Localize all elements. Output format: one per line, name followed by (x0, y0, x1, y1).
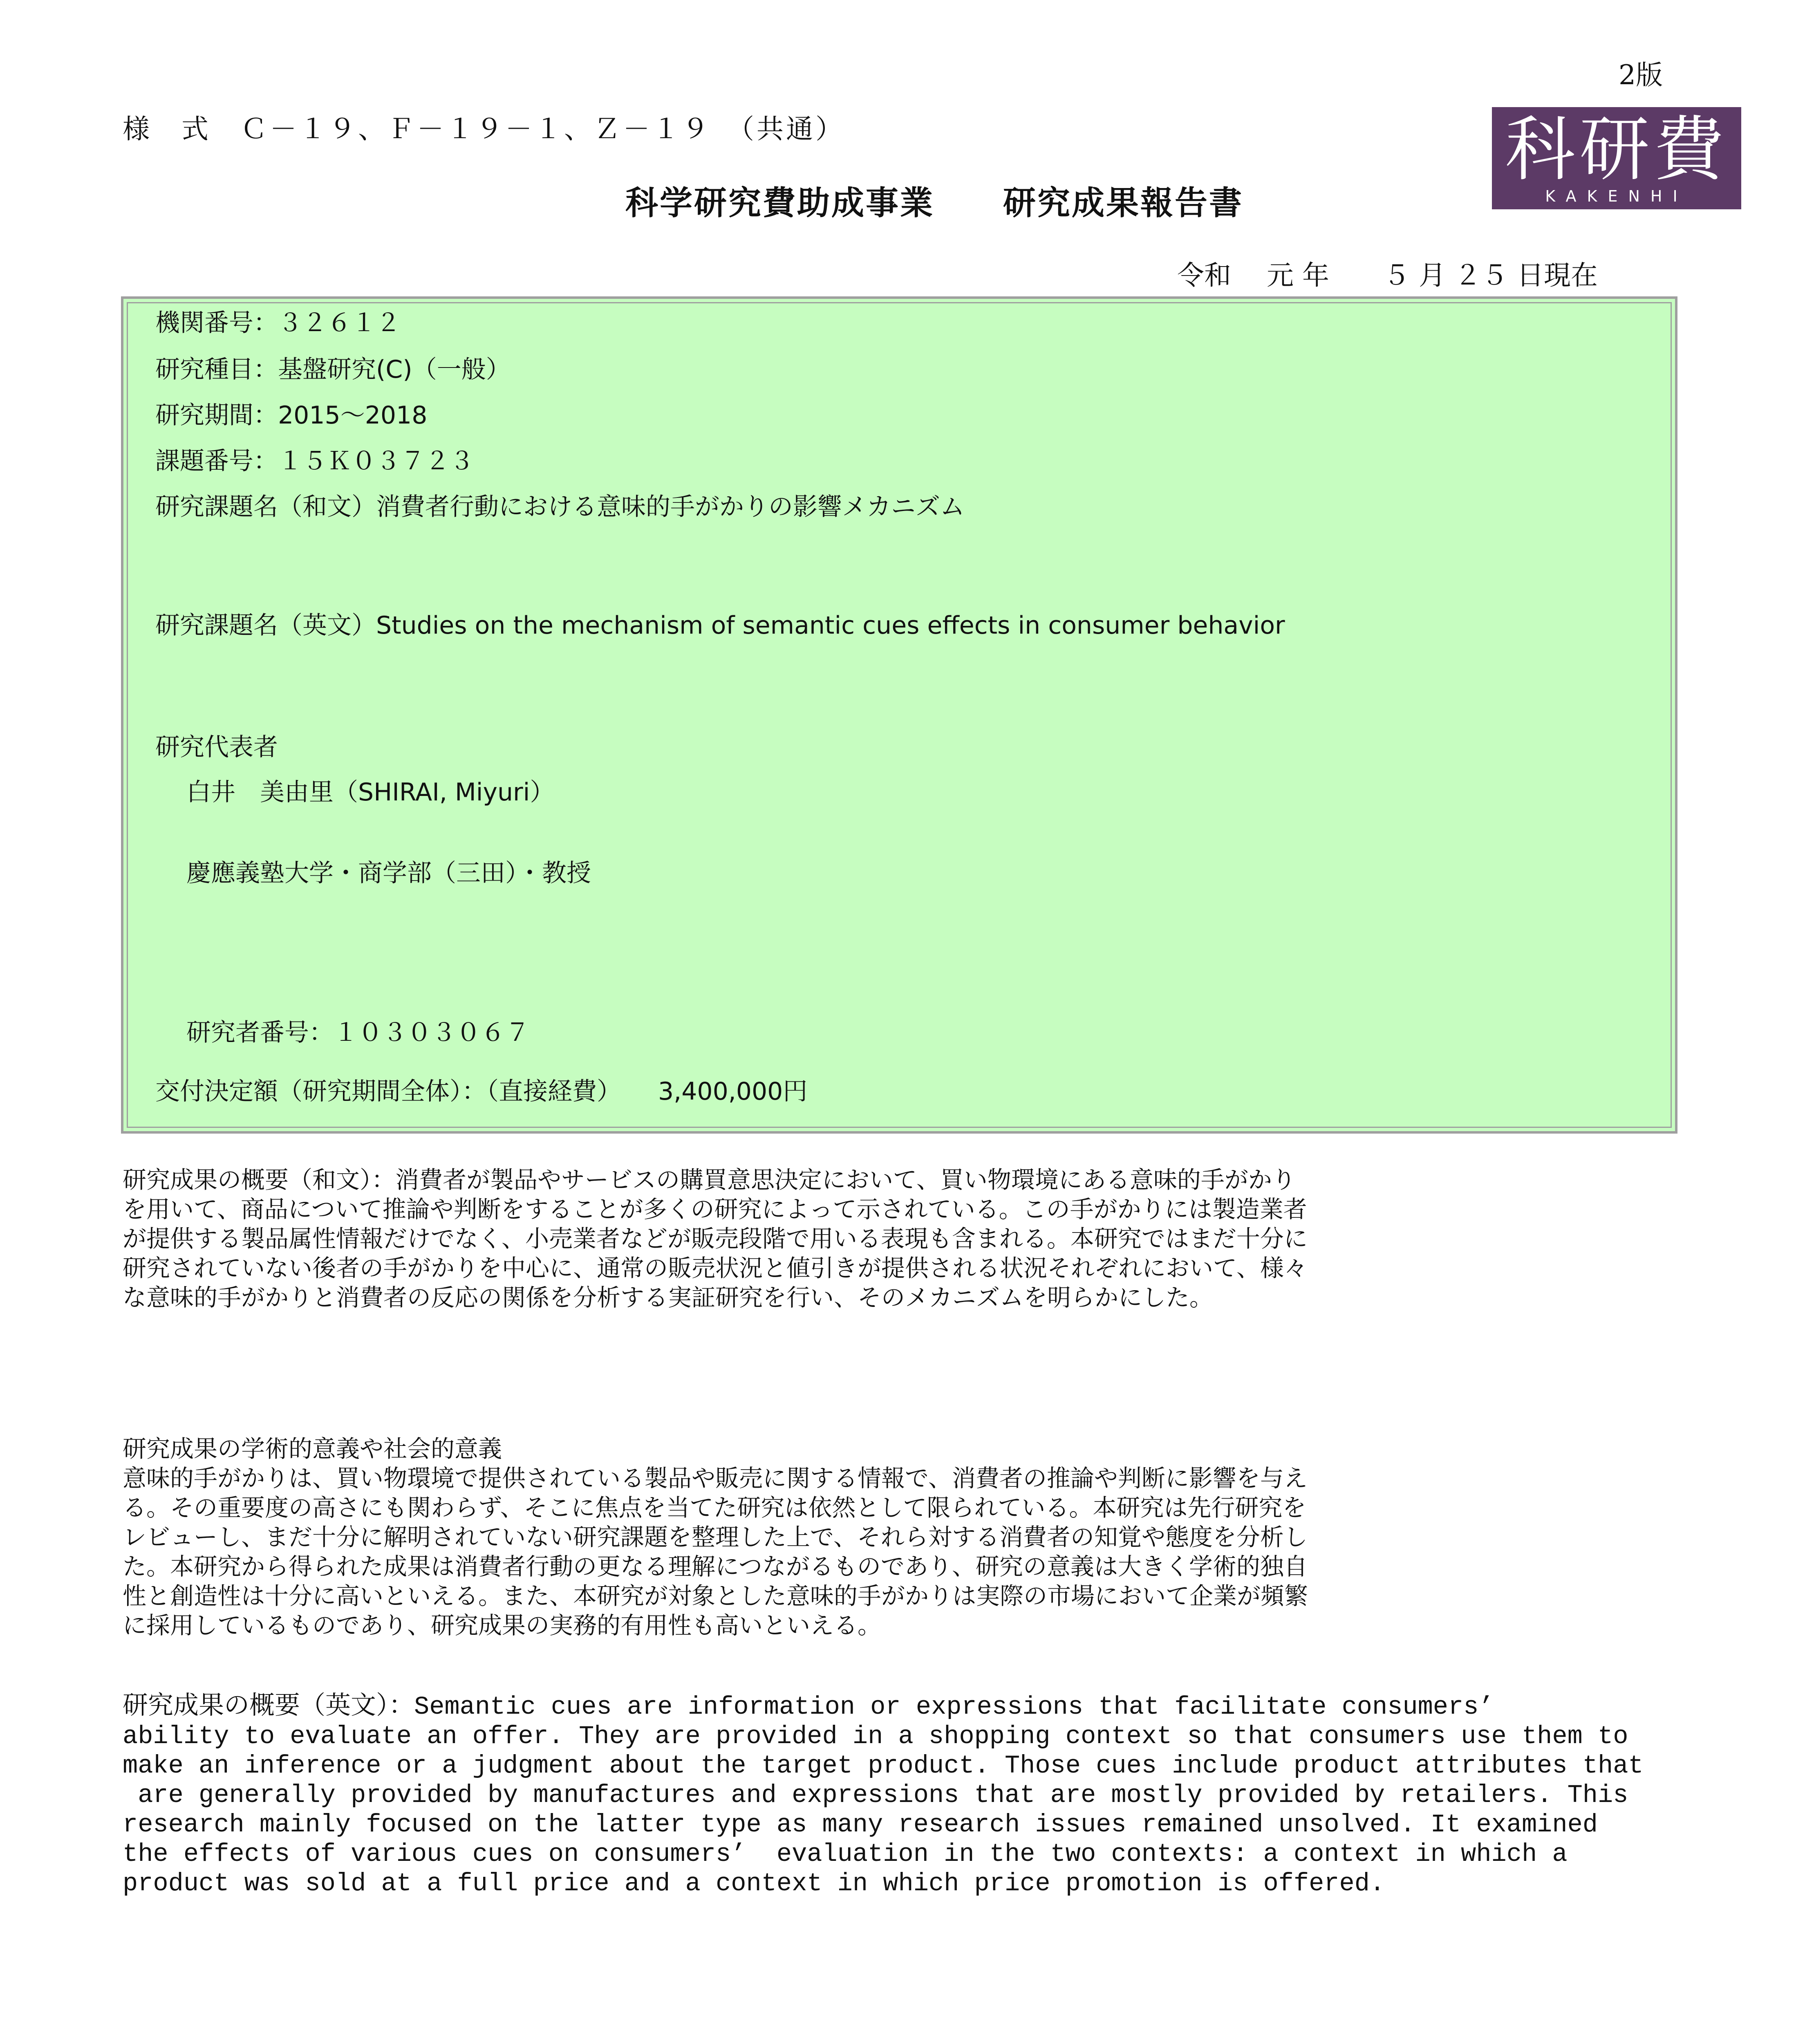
summary-en-line: are generally provided by manufactures and expressions that are mostly provided by retailers. This (123, 1781, 1628, 1810)
summary-ja-line: 研究されていない後者の手がかりを中心に、通常の販売状況と値引きが提供される状況それぞれにおいて、様々 (123, 1254, 1308, 1282)
significance-line: 意味的手がかりは、買い物環境で提供されている製品や販売に関する情報で、消費者の推論や判断に影響を与え (123, 1464, 1308, 1492)
significance-line: た。本研究から得られた成果は消費者行動の更なる理解につながるものであり、研究の意義は大きく学術的独自 (123, 1553, 1308, 1580)
logo-sub-text: KAKENHI (1545, 187, 1688, 205)
significance-section (123, 1434, 1610, 1640)
report-date: 令和 元 年 ５ 月 ２５ 日現在 (1177, 260, 1598, 291)
logo-main-text: 科研費 (1505, 108, 1728, 191)
representative-label: 研究代表者 (155, 733, 278, 762)
researcher-number: 研究者番号：１０３０３０６７ (186, 1018, 530, 1047)
significance-line: に採用しているものであり、研究成果の実務的有用性も高いといえる。 (123, 1611, 882, 1639)
representative-name: 白井 美由里（SHIRAI, Miyuri） (186, 778, 555, 807)
summary-ja-line: 研究成果の概要（和文）：消費者が製品やサービスの購買意思決定において、買い物環境にある意味的手がかり (123, 1166, 1296, 1194)
summary-en (123, 1692, 1644, 1898)
project-number: 課題番号：１５Ｋ０３７２３ (155, 447, 474, 475)
summary-ja-line: を用いて、商品について推論や判断をすることが多くの研究によって示されている。この手がかりには製造業者 (123, 1195, 1307, 1223)
summary-en-line: product was sold at a full price and a context in which price promotion is offered. (123, 1869, 1385, 1898)
kakenhi-logo (1492, 107, 1741, 209)
summary-ja-line: な意味的手がかりと消費者の反応の関係を分析する実証研究を行い、そのメカニズムを明らかにした。 (123, 1284, 1214, 1311)
significance-line: 性と創造性は十分に高いといえる。また、本研究が対象とした意味的手がかりは実際の市場において企業が頻繁 (123, 1582, 1308, 1610)
summary-en-line: research mainly focused on the latter type as many research issues remained unsolved. It examined (123, 1810, 1598, 1839)
research-type: 研究種目：基盤研究(C)（一般） (155, 355, 511, 384)
grant-amount: 交付決定額（研究期間全体）：（直接経費） 3,400,000円 (155, 1077, 808, 1106)
summary-en-line: the effects of various cues on consumers’ evaluation in the two contexts: a context in which a (123, 1840, 1568, 1869)
summary-ja (123, 1165, 1610, 1312)
institution-number: 機関番号：３２６１２ (155, 309, 401, 337)
affiliation: 慶應義塾大学・商学部（三田）・教授 (186, 859, 591, 888)
significance-heading: 研究成果の学術的意義や社会的意義 (123, 1435, 502, 1463)
summary-en-line: ability to evaluate an offer. They are provided in a shopping context so that consumers use them to (123, 1722, 1628, 1751)
summary-ja-line: が提供する製品属性情報だけでなく、小売業者などが販売段階で用いる表現も含まれる。本研究ではまだ十分に (123, 1225, 1308, 1253)
edition-label: 2版 (1619, 59, 1663, 91)
summary-en-line: make an inference or a judgment about the target product. Those cues include product attributes that (123, 1751, 1644, 1780)
significance-line: る。その重要度の高さにも関わらず、そこに焦点を当てた研究は依然として限られている。本研究は先行研究を (123, 1494, 1306, 1522)
project-title-en: 研究課題名（英文）Studies on the mechanism of semantic cues effects in consumer behavior (155, 611, 1285, 640)
research-period: 研究期間：2015～2018 (155, 401, 428, 430)
document-title: 科学研究費助成事業 研究成果報告書 (625, 184, 1243, 222)
significance-line: レビューし、まだ十分に解明されていない研究課題を整理した上で、それら対する消費者の知覚や態度を分析し (123, 1523, 1308, 1551)
project-title-ja: 研究課題名（和文）消費者行動における意味的手がかりの影響メカニズム (155, 493, 965, 521)
summary-en-line: 研究成果の概要（英文）：Semantic cues are information or expressions that facilitate consumers’ (123, 1692, 1494, 1721)
form-code: 様 式 Ｃ－１９、Ｆ－１９－１、Ｚ－１９ （共通） (123, 113, 845, 145)
